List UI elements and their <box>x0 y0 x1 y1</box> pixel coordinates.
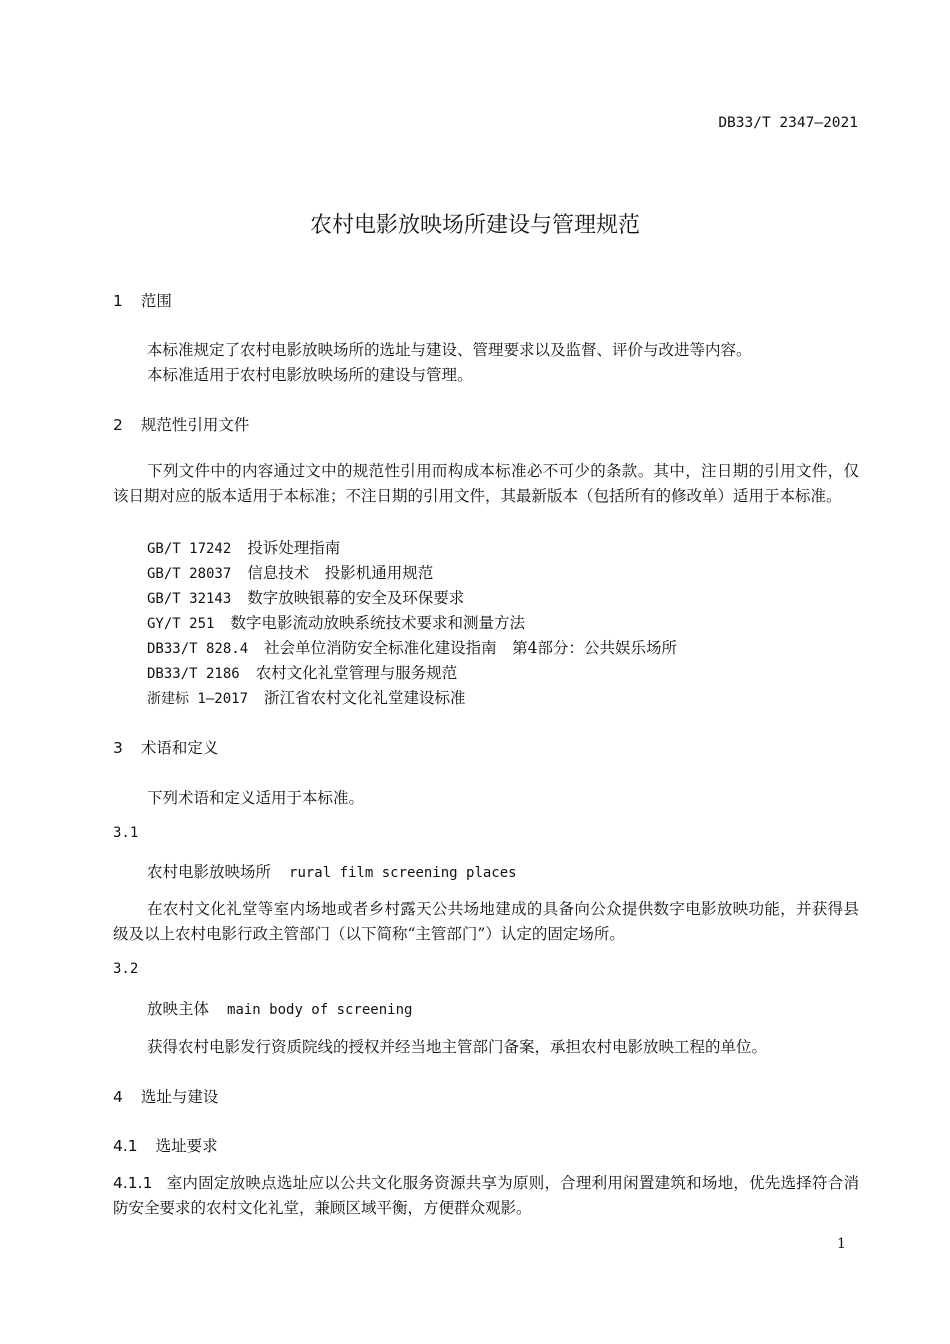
section-3-heading <box>113 736 218 758</box>
subsection-title: 选址要求 <box>155 1137 218 1155</box>
term-en: main body of screening <box>227 1002 413 1018</box>
reference-code: 浙建标 1—2017 <box>147 691 249 707</box>
section-number: 1 <box>113 292 123 310</box>
reference-name: 投诉处理指南 <box>247 539 341 557</box>
reference-item <box>147 661 457 683</box>
reference-item <box>147 636 677 658</box>
reference-item <box>147 611 525 633</box>
term-zh: 农村电影放映场所 <box>147 863 272 881</box>
reference-name: 数字放映银幕的安全及环保要求 <box>247 589 465 607</box>
reference-code: GB/T 17242 <box>147 541 232 557</box>
reference-code: GB/T 28037 <box>147 566 232 582</box>
reference-code: GY/T 251 <box>147 616 215 632</box>
reference-code: DB33/T 2186 <box>147 666 240 682</box>
reference-item <box>147 536 340 558</box>
reference-item <box>147 686 466 708</box>
section-2-heading <box>113 413 249 435</box>
term-en: rural film screening places <box>289 865 517 881</box>
section-number: 3 <box>113 739 123 757</box>
paragraph: 下列术语和定义适用于本标准。 <box>147 789 365 807</box>
term-definition: 在农村文化礼堂等室内场地或者乡村露天公共场地建成的具备向公众提供数字电影放映功能，并获得县级及以上农村电影行政主管部门（以下简称“主管部门”）认定的固定场所。 <box>113 900 859 943</box>
reference-item <box>147 561 433 583</box>
term-heading <box>147 860 517 882</box>
document-title: 农村电影放映场所建设与管理规范 <box>309 213 640 238</box>
reference-item <box>147 586 464 608</box>
section-title: 规范性引用文件 <box>140 416 250 434</box>
section-title: 术语和定义 <box>140 739 219 757</box>
clause-number: 4.1.1 <box>113 1174 153 1192</box>
subsection-number: 4.1 <box>113 1137 138 1155</box>
term-definition: 获得农村电影发行资质院线的授权并经当地主管部门备案，承担农村电影放映工程的单位。 <box>147 1038 768 1056</box>
section-1-heading <box>113 289 172 311</box>
clause <box>113 1171 859 1221</box>
section-number: 2 <box>113 416 123 434</box>
subsection-heading <box>113 1134 218 1156</box>
page-number: 1 <box>837 1236 846 1252</box>
section-4-heading <box>113 1085 218 1107</box>
term-heading <box>147 997 412 1019</box>
paragraph: 本标准适用于农村电影放映场所的建设与管理。 <box>147 366 473 384</box>
clause-text: 室内固定放映点选址应以公共文化服务资源共享为原则，合理利用闲置建筑和场地，优先选择符合消防安全要求的农村文化礼堂，兼顾区域平衡，方便群众观影。 <box>113 1174 859 1217</box>
reference-code: GB/T 32143 <box>147 591 232 607</box>
reference-name: 信息技术 投影机通用规范 <box>247 564 434 582</box>
paragraph: 本标准规定了农村电影放映场所的选址与建设、管理要求以及监督、评价与改进等内容。 <box>147 341 752 359</box>
section-number: 4 <box>113 1088 123 1106</box>
term-number: 3.2 <box>113 961 139 977</box>
reference-code: DB33/T 828.4 <box>147 641 249 657</box>
document-number: DB33/T 2347—2021 <box>718 115 858 131</box>
reference-name: 浙江省农村文化礼堂建设标准 <box>264 689 466 707</box>
term-number: 3.1 <box>113 825 139 841</box>
reference-name: 数字电影流动放映系统技术要求和测量方法 <box>230 614 525 632</box>
section-title: 范围 <box>140 292 172 310</box>
reference-name: 社会单位消防安全标准化建设指南 第4部分：公共娱乐场所 <box>264 639 678 657</box>
section-title: 选址与建设 <box>140 1088 219 1106</box>
reference-name: 农村文化礼堂管理与服务规范 <box>255 664 458 682</box>
term-zh: 放映主体 <box>147 1000 210 1018</box>
paragraph: 下列文件中的内容通过文中的规范性引用而构成本标准必不可少的条款。其中，注日期的引用文件，仅该日期对应的版本适用于本标准；不注日期的引用文件，其最新版本（包括所有的修改单）适用于本标准。 <box>113 462 859 505</box>
